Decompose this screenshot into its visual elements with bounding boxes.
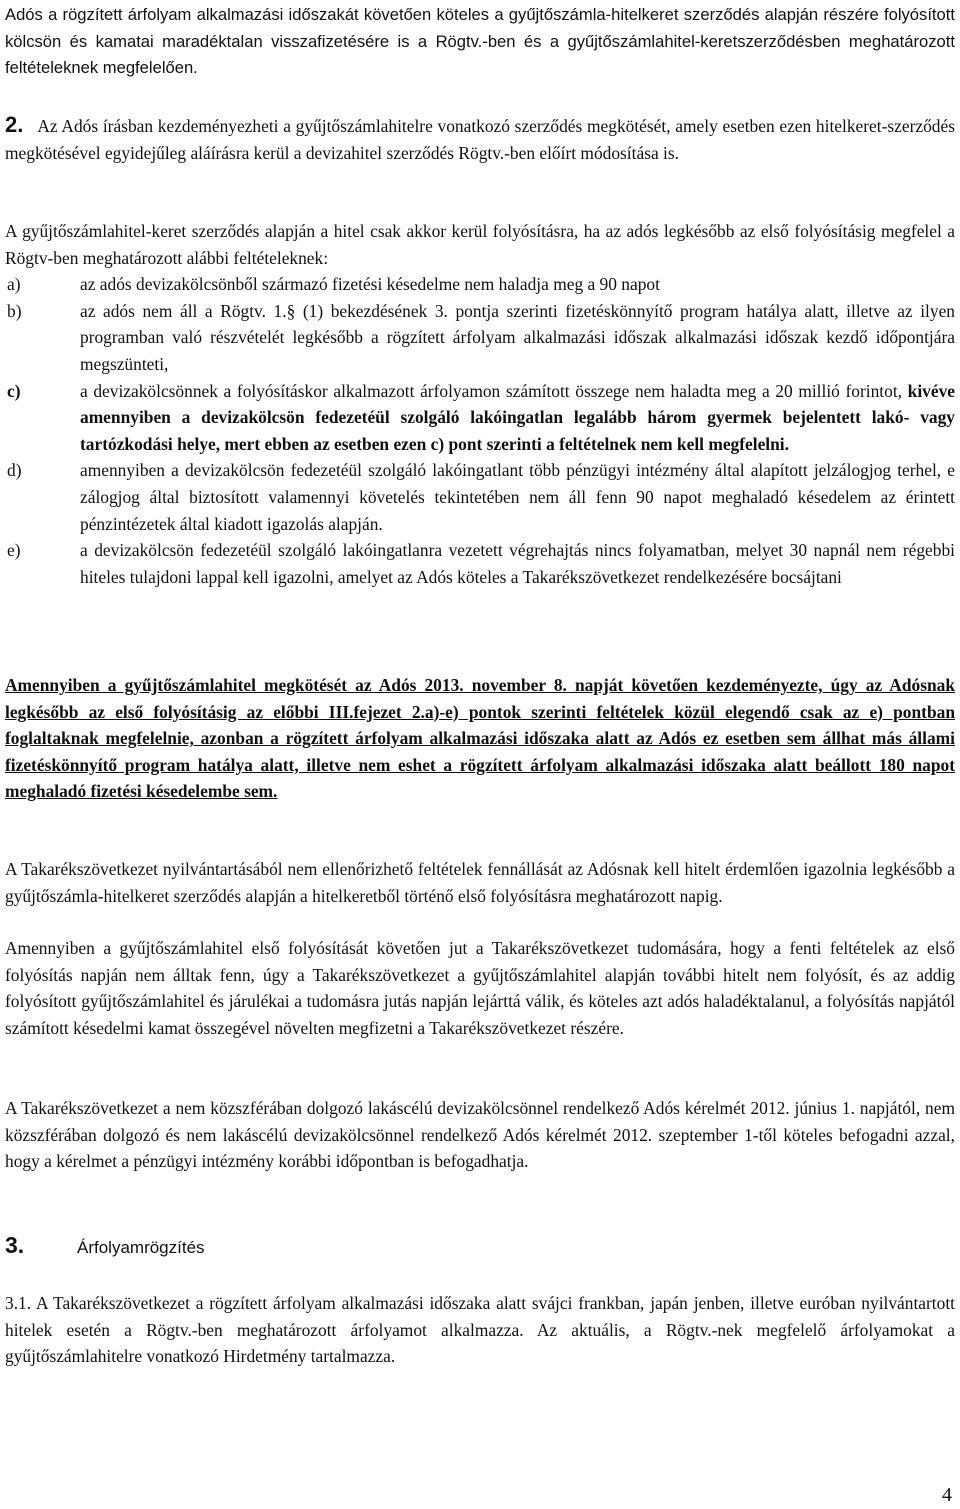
condition-a-text: az adós devizakölcsönből származó fizetési késedelme nem haladja meg a 90 napot — [80, 274, 660, 295]
condition-d — [5, 457, 955, 537]
section-2-paragraph — [5, 112, 955, 166]
condition-a-marker: a) — [7, 274, 21, 295]
request-paragraph: A Takarékszövetkezet a nem közszférában dolgozó lakáscélú devizakölcsönnel rendelkező Adós kérelmét 2012. június 1. napjától, nem közszférában dolgozó és nem lakáscélú devizakölcsönnel rendelkező Adós kérelmét 2012. szeptember 1-től köteles befogadni azzal, hogy a kérelmet a pénzügyi intézmény korábbi időpontban is befogadhatja. — [5, 1098, 955, 1172]
underlined-notice: Amennyiben a gyűjtőszámlahitel megkötését az Adós 2013. november 8. napját követően kezdeményezte, úgy az Adósnak legkésőbb az első folyósításig az előbbi III.fejezet 2.a)-e) pontok szerinti feltételek közül elegendő csak az e) pontban foglaltaknak megfelelnie, azonban a rögzített árfolyam alkalmazási időszaka alatt az Adós ez esetben sem állhat más állami fizetéskönnyítő program hatálya alatt, illetve nem eshet a rögzített árfolyam alkalmazási időszaka alatt beállott 180 napot meghaladó fizetési késedelembe sem. — [5, 675, 955, 802]
section-2-number: 2. — [5, 112, 24, 137]
condition-e-marker: e) — [7, 540, 21, 561]
page-number: 4 — [942, 1484, 952, 1506]
condition-c-exception: kivéve amennyiben a devizakölcsön fedezetéül szolgáló lakóingatlan legalább három gyermek bejelentett lakó- vagy tartózkodási helye, mert ebben az esetben ezen c) pont szerinti a feltételnek nem kell megfelelni. — [80, 380, 955, 454]
condition-b-text: az adós nem áll a Rögtv. 1.§ (1) bekezdésének 3. pontja szerinti fizetéskönnyítő program hatálya alatt, illetve az ilyen programban való részvételét legkésőbb a rögzített árfolyam alkalmazási időszak alkalmazási időszak kezdő időpontjára megszünteti, — [80, 300, 955, 374]
section-3-1-paragraph: 3.1. A Takarékszövetkezet a rögzített árfolyam alkalmazási időszaka alatt svájci frankban, japán jenben, illetve euróban nyilvántartott hitelek esetén a Rögtv.-ben meghatározott árfolyamot alkalmazza. Az aktuális, a Rögtv.-nek megfelelő árfolyamokat a gyűjtőszámlahitelre vonatkozó Hirdetmény tartalmazza. — [5, 1293, 955, 1367]
section-3-title: Árfolyamrögzítés — [77, 1238, 205, 1257]
conditions-block — [5, 218, 955, 590]
condition-e — [5, 537, 955, 590]
condition-d-text: amennyiben a devizakölcsön fedezetéül szolgáló lakóingatlant több pénzügyi intézmény által alapított jelzálogjog terhel, e zálogjog által biztosított valamennyi követelés tekintetében nem áll fenn 90 napot meghaladó késedelem az érintett pénzintézetek által kiadott igazolás alapján. — [80, 460, 955, 534]
condition-c-marker: c) — [7, 380, 21, 401]
condition-d-marker: d) — [7, 460, 22, 481]
knowledge-paragraph: Amennyiben a gyűjtőszámlahitel első folyósítását követően jut a Takarékszövetkezet tudomására, hogy a fenti feltételek az első folyósítás napján nem álltak fenn, úgy a Takarékszövetkezet a gyűjtőszámlahitel alapján további hitelt nem folyósít, és az addig folyósított gyűjtőszámlahitel és járulékai a tudomásra jutás napján lejárttá válik, és köteles azt adós haladéktalanul, a folyósítás napjától számított késedelmi kamat összegével növelten megfizetni a Takarékszövetkezet részére. — [5, 938, 955, 1038]
section-3-heading — [5, 1232, 955, 1262]
section-2-text: Az Adós írásban kezdeményezheti a gyűjtőszámlahitelre vonatkozó szerződés megkötését, amely esetben ezen hitelkeret-szerződés megkötésével egyidejűleg aláírásra kerül a devizahitel szerződés Rögtv.-ben előírt módosítása is. — [5, 116, 955, 163]
verification-paragraph: A Takarékszövetkezet nyilvántartásából nem ellenőrizhető feltételek fennállását az Adósnak kell hitelt érdemlően igazolnia legkésőbb a gyűjtőszámla-hitelkeret szerződés alapján a hitelkeretből történő első folyósításra meghatározott napig. — [5, 859, 955, 906]
condition-c-text: a devizakölcsönnek a folyósításkor alkalmazott árfolyamon számított összege nem haladta meg a 20 millió forintot, — [80, 380, 903, 401]
condition-b — [5, 298, 955, 378]
section-3-number: 3. — [5, 1232, 25, 1258]
condition-c — [5, 378, 955, 458]
intro-paragraph: Adós a rögzített árfolyam alkalmazási időszakát követően köteles a gyűjtőszámla-hitelkeret szerződés alapján részére folyósított kölcsön és kamatai maradéktalan visszafizetésére is a Rögtv.-ben és a gyűjtőszámlahitel-keretszerződésben meghatározott feltételeknek megfelelően. — [5, 5, 955, 78]
condition-a — [5, 271, 955, 298]
conditions-list — [5, 271, 955, 590]
conditions-intro: A gyűjtőszámlahitel-keret szerződés alapján a hitel csak akkor kerül folyósításra, ha az adós legkésőbb az első folyósításig megfelel a Rögtv-ben meghatározott alábbi feltételeknek: — [5, 221, 955, 268]
condition-b-marker: b) — [7, 300, 22, 321]
condition-e-text: a devizakölcsön fedezetéül szolgáló lakóingatlanra vezetett végrehajtás nincs folyamatban, melyet 30 napnál nem régebbi hiteles tulajdoni lappal kell igazolni, amelyet az Adós köteles a Takarékszövetkezet rendelkezésére bocsájtani — [80, 540, 955, 587]
